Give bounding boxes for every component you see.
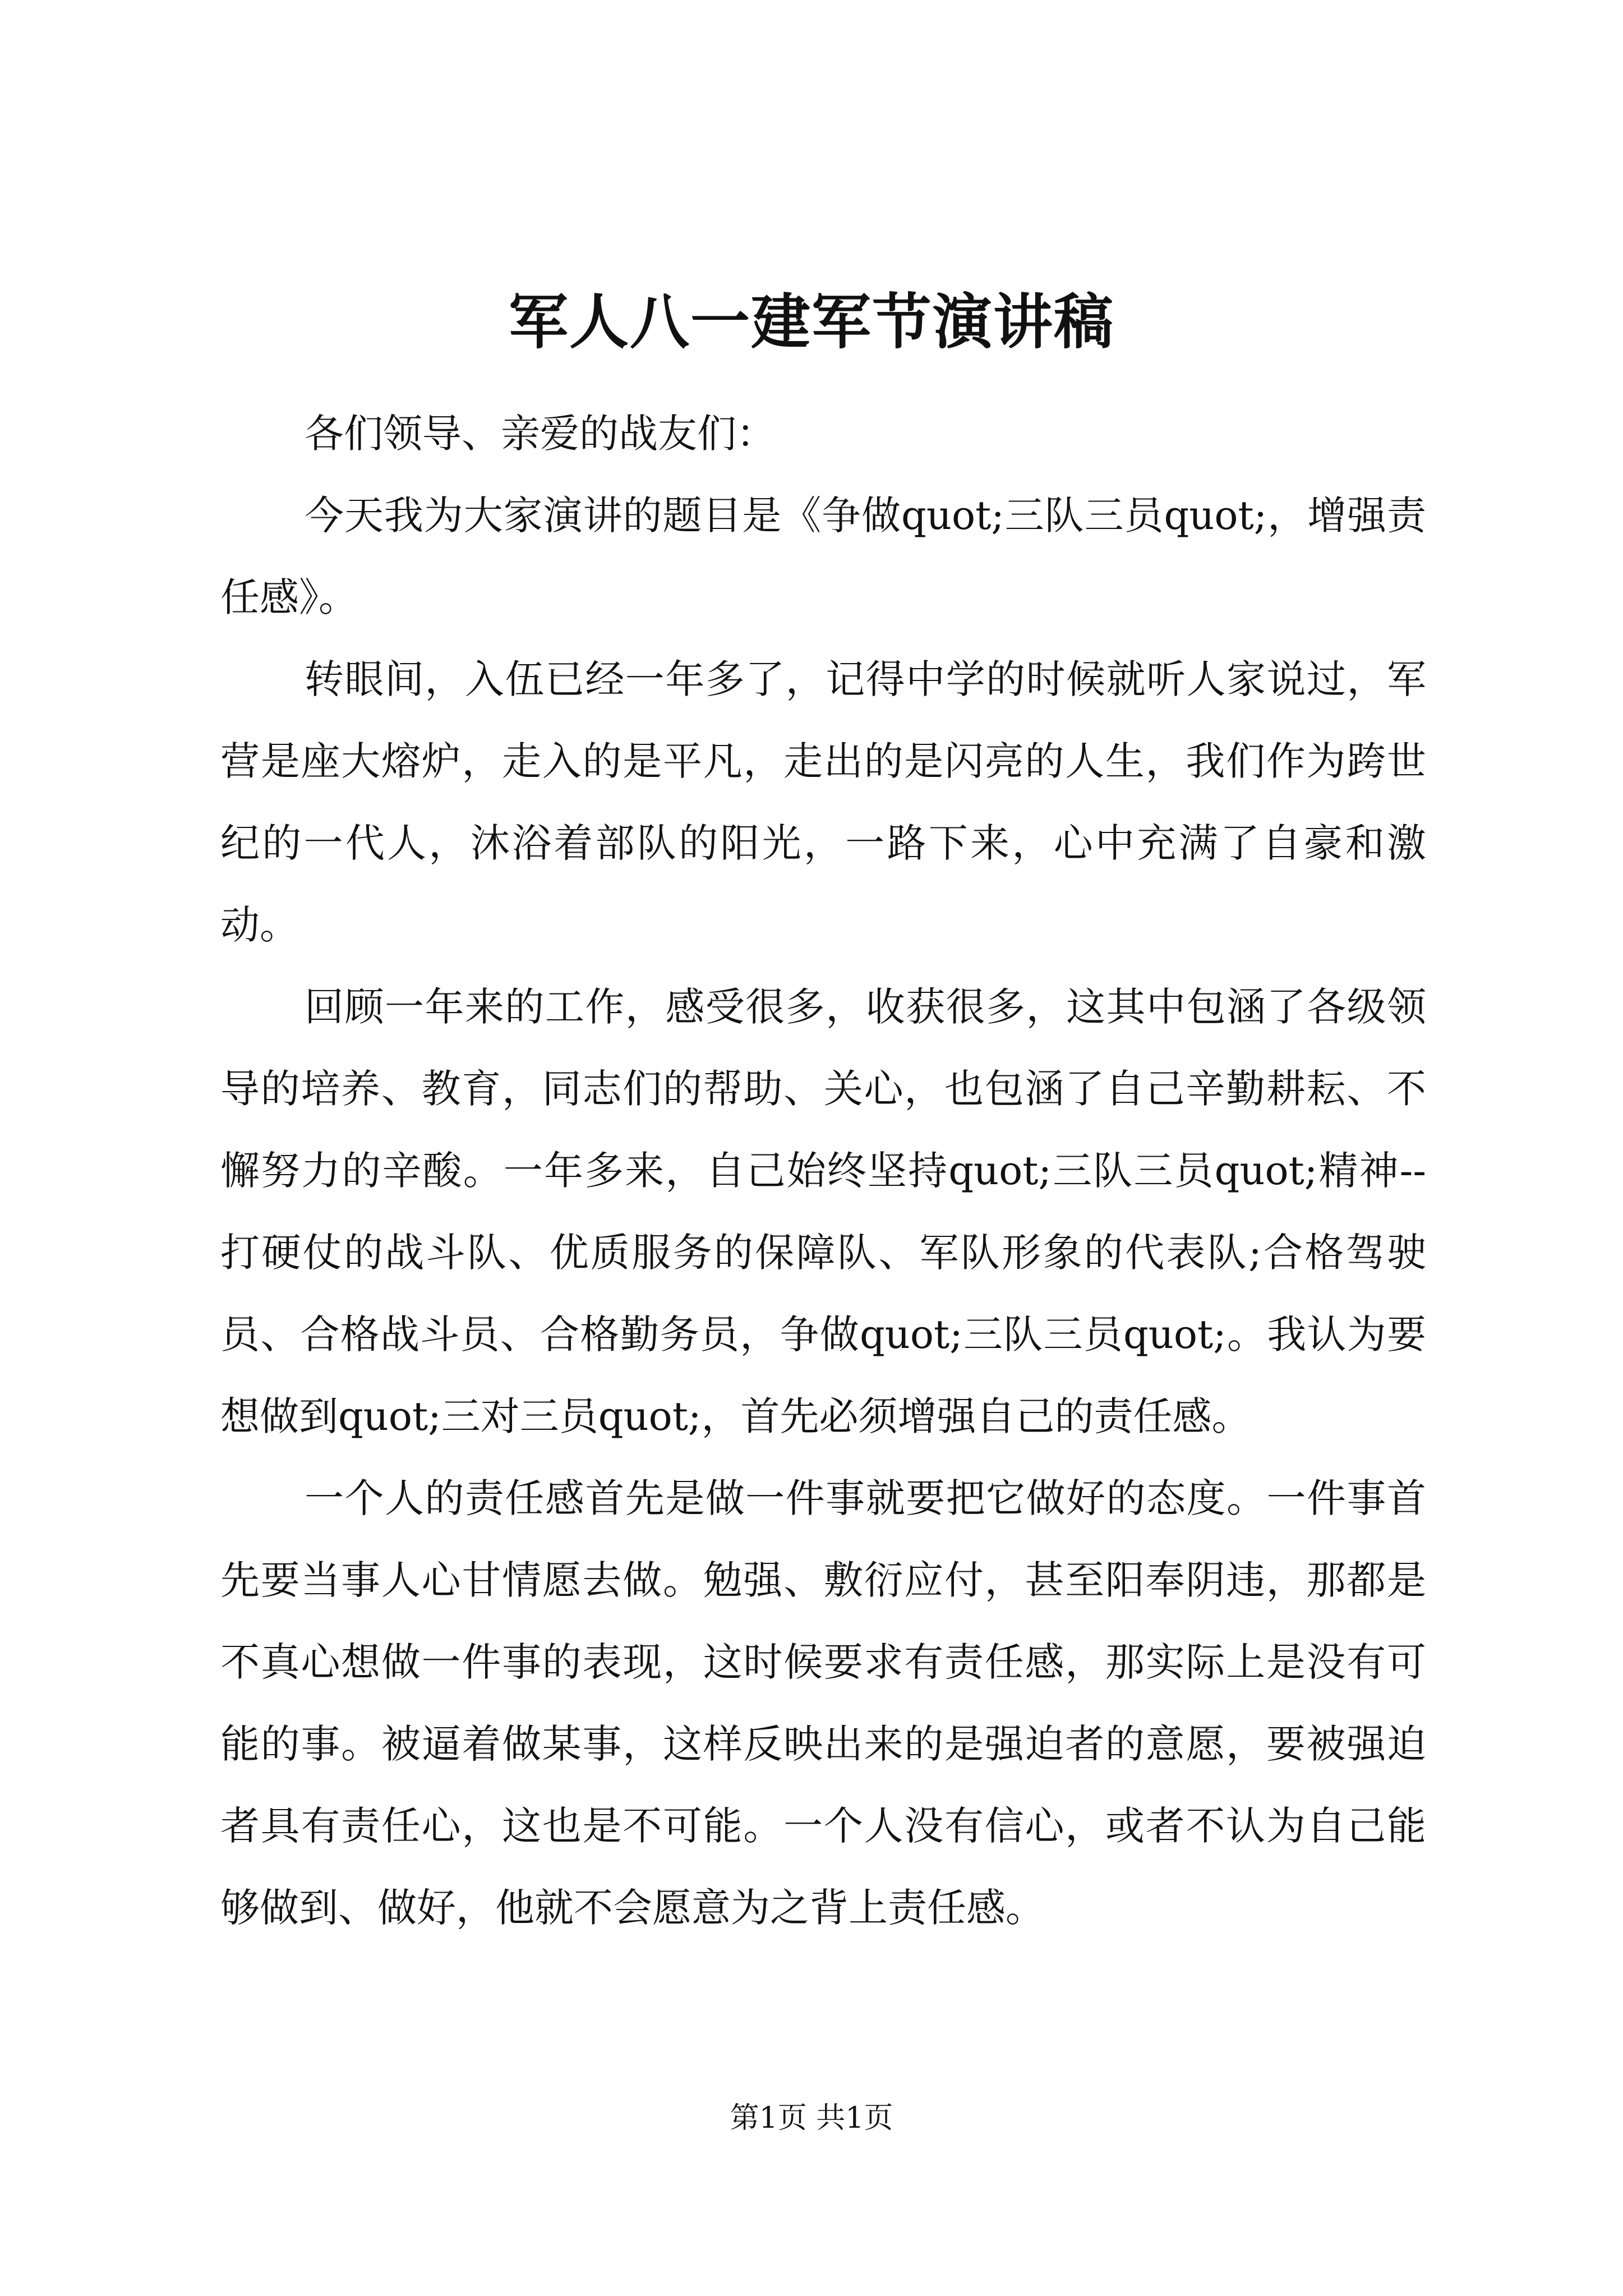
page-footer: 第1页 共1页 <box>730 2101 893 2135</box>
paragraph-enlistment: 转眼间，入伍已经一年多了，记得中学的时候就听人家说过，军营是座大熔炉，走入的是平凡，走出的是闪亮的人生，我们作为跨世纪的一代人，沐浴着部队的阳光，一路下来，心中充满了自豪和激动。 <box>220 656 1426 948</box>
document-body <box>220 393 1426 1949</box>
paragraph-responsibility: 一个人的责任感首先是做一件事就要把它做好的态度。一件事首先要当事人心甘情愿去做。勉强、敷衍应付，甚至阳奉阴违，那都是不真心想做一件事的表现，这时候要求有责任感，那实际上是没有可能的事。被逼着做某事，这样反映出来的是强迫者的意愿，要被强迫者具有责任心，这也是不可能。一个人没有信心，或者不认为自己能够做到、做好，他就不会愿意为之背上责任感。 <box>220 1475 1426 1931</box>
paragraph-greeting: 各们领导、亲爱的战友们： <box>305 411 776 457</box>
paragraph-review: 回顾一年来的工作，感受很多，收获很多，这其中包涵了各级领导的培养、教育，同志们的帮助、关心，也包涵了自己辛勤耕耘、不懈努力的辛酸。一年多来，自己始终坚持quot;三队三员quot;精神--打硬仗的战斗队、优质服务的保障队、军队形象的代表队;合格驾驶员、合格战斗员、合格勤务员，争做quot;三队三员quot;。我认为要想做到quot;三对三员quot;，首先必须增强自己的责任感。 <box>220 984 1426 1439</box>
paragraph-topic: 今天我为大家演讲的题目是《争做quot;三队三员quot;，增强责任感》。 <box>220 493 1426 620</box>
document-title: 军人八一建军节演讲稿 <box>509 287 1114 357</box>
